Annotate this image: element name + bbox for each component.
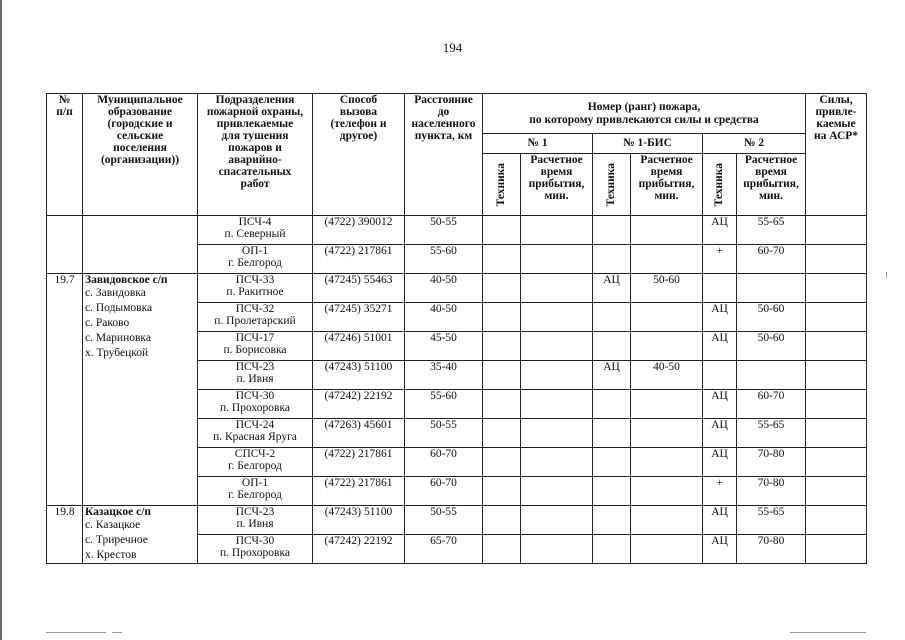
rank1bis-arrival-cell: 40-50	[631, 361, 703, 390]
rank1-equipment-cell	[483, 245, 521, 274]
distance-cell: 50-55	[405, 506, 483, 535]
rank1-arrival-cell	[521, 361, 593, 390]
forces-cell	[806, 448, 867, 477]
rank1bis-equipment-cell	[593, 506, 631, 535]
distance-cell: 55-60	[405, 245, 483, 274]
page-edge	[0, 0, 2, 640]
rank1-equipment-cell	[483, 477, 521, 506]
rank1bis-equipment-cell	[593, 419, 631, 448]
rank1bis-arrival-cell	[631, 216, 703, 245]
rank1-equipment-cell	[483, 274, 521, 303]
rank2-equipment-cell: АЦ	[703, 216, 737, 245]
rank1-equipment-cell	[483, 535, 521, 564]
group-number	[47, 216, 83, 274]
rank1bis-equipment-cell: АЦ	[593, 361, 631, 390]
rank1-equipment-cell	[483, 419, 521, 448]
header-rank-1bis: № 1-БИС	[593, 134, 703, 154]
header-arrival-1bis: Расчетное время прибытия, мин.	[631, 154, 703, 216]
footer-rule	[46, 632, 106, 633]
rank1-arrival-cell	[521, 390, 593, 419]
rank1-arrival-cell	[521, 274, 593, 303]
distance-cell: 55-60	[405, 390, 483, 419]
phone-cell: (47245) 35271	[313, 303, 405, 332]
rank1bis-arrival-cell	[631, 448, 703, 477]
unit-cell: ПСЧ-30 п. Прохоровка	[198, 390, 313, 419]
phone-cell: (47263) 45601	[313, 419, 405, 448]
rank1bis-arrival-cell	[631, 419, 703, 448]
scan-mark	[886, 272, 887, 278]
table-row	[47, 216, 867, 245]
rank1bis-arrival-cell	[631, 535, 703, 564]
rank1-equipment-cell	[483, 390, 521, 419]
header-rank-2: № 2	[703, 134, 806, 154]
distance-cell: 45-50	[405, 332, 483, 361]
distance-cell: 60-70	[405, 477, 483, 506]
rank2-equipment-cell: АЦ	[703, 506, 737, 535]
footer-rule	[790, 632, 866, 633]
municipality-name: Завидовское с/п	[85, 274, 168, 286]
rank1bis-arrival-cell	[631, 332, 703, 361]
rank1bis-equipment-cell	[593, 535, 631, 564]
group-number: 19.8	[47, 506, 83, 564]
fire-forces-table	[46, 93, 867, 564]
rank1-arrival-cell	[521, 419, 593, 448]
phone-cell: (47242) 22192	[313, 535, 405, 564]
phone-cell: (47242) 22192	[313, 390, 405, 419]
rank2-arrival-cell: 55-65	[737, 506, 806, 535]
forces-cell	[806, 535, 867, 564]
header-num: № п/п	[47, 94, 83, 216]
rank2-arrival-cell	[737, 274, 806, 303]
rank1-equipment-cell	[483, 216, 521, 245]
distance-cell: 60-70	[405, 448, 483, 477]
unit-cell: ПСЧ-30 п. Прохоровка	[198, 535, 313, 564]
phone-cell: (4722) 217861	[313, 448, 405, 477]
unit-cell: ПСЧ-33 п. Ракитное	[198, 274, 313, 303]
rank2-arrival-cell: 70-80	[737, 477, 806, 506]
rank2-equipment-cell	[703, 274, 737, 303]
phone-cell: (4722) 217861	[313, 477, 405, 506]
rank1-equipment-cell	[483, 303, 521, 332]
distance-cell: 40-50	[405, 274, 483, 303]
rank1bis-equipment-cell	[593, 303, 631, 332]
unit-cell: ПСЧ-23 п. Ивня	[198, 361, 313, 390]
rank2-arrival-cell: 60-70	[737, 245, 806, 274]
rank1-arrival-cell	[521, 448, 593, 477]
rank1bis-equipment-cell	[593, 216, 631, 245]
unit-cell: СПСЧ-2 г. Белгород	[198, 448, 313, 477]
rank2-arrival-cell	[737, 361, 806, 390]
rank2-equipment-cell: АЦ	[703, 303, 737, 332]
forces-cell	[806, 477, 867, 506]
rank1bis-equipment-cell	[593, 245, 631, 274]
header-rank-1: № 1	[483, 134, 593, 154]
header-equipment-1: Техника	[483, 154, 521, 216]
group-municipality	[83, 216, 198, 274]
rank1bis-arrival-cell: 50-60	[631, 274, 703, 303]
rank1-equipment-cell	[483, 361, 521, 390]
phone-cell: (4722) 390012	[313, 216, 405, 245]
rank1-equipment-cell	[483, 506, 521, 535]
distance-cell: 65-70	[405, 535, 483, 564]
rank1bis-arrival-cell	[631, 506, 703, 535]
rank2-arrival-cell: 50-60	[737, 332, 806, 361]
rank1-arrival-cell	[521, 477, 593, 506]
group-number: 19.7	[47, 274, 83, 506]
rank1-arrival-cell	[521, 303, 593, 332]
municipality-places: с. Завидовка с. Подымовка с. Раково с. Мариновка х. Трубецкой	[85, 287, 153, 359]
phone-cell: (47245) 55463	[313, 274, 405, 303]
forces-cell	[806, 303, 867, 332]
unit-cell: ПСЧ-32 п. Пролетарский	[198, 303, 313, 332]
rank1-arrival-cell	[521, 216, 593, 245]
phone-cell: (47243) 51100	[313, 506, 405, 535]
rank2-equipment-cell: +	[703, 477, 737, 506]
rank2-equipment-cell: АЦ	[703, 535, 737, 564]
forces-cell	[806, 361, 867, 390]
forces-cell	[806, 419, 867, 448]
footer-rule	[112, 632, 122, 633]
header-arrival-2: Расчетное время прибытия, мин.	[737, 154, 806, 216]
unit-cell: ОП-1 г. Белгород	[198, 477, 313, 506]
forces-cell	[806, 506, 867, 535]
group-municipality	[83, 506, 198, 564]
rank1bis-equipment-cell	[593, 477, 631, 506]
rank1-arrival-cell	[521, 535, 593, 564]
rank2-arrival-cell: 55-65	[737, 216, 806, 245]
forces-cell	[806, 332, 867, 361]
table-row	[47, 506, 867, 535]
forces-cell	[806, 274, 867, 303]
unit-cell: ПСЧ-17 п. Борисовка	[198, 332, 313, 361]
phone-cell: (47246) 51001	[313, 332, 405, 361]
group-municipality	[83, 274, 198, 506]
distance-cell: 40-50	[405, 303, 483, 332]
phone-cell: (4722) 217861	[313, 245, 405, 274]
rank1bis-arrival-cell	[631, 477, 703, 506]
rank2-equipment-cell: АЦ	[703, 332, 737, 361]
header-units: Подразделения пожарной охраны, привлекаемые для тушения пожаров и аварийно- спасательных работ	[198, 94, 313, 216]
distance-cell: 50-55	[405, 419, 483, 448]
header-equipment-1bis: Техника	[593, 154, 631, 216]
rank2-equipment-cell: АЦ	[703, 448, 737, 477]
rank1bis-equipment-cell	[593, 390, 631, 419]
rank2-arrival-cell: 70-80	[737, 448, 806, 477]
rank2-equipment-cell: АЦ	[703, 390, 737, 419]
rank1-equipment-cell	[483, 448, 521, 477]
unit-cell: ПСЧ-23 п. Ивня	[198, 506, 313, 535]
header-forces: Силы, привле- каемые на АСР*	[806, 94, 867, 216]
rank1bis-arrival-cell	[631, 303, 703, 332]
header-equipment-2: Техника	[703, 154, 737, 216]
header-arrival-1: Расчетное время прибытия, мин.	[521, 154, 593, 216]
rank1bis-equipment-cell: АЦ	[593, 274, 631, 303]
rank1bis-arrival-cell	[631, 390, 703, 419]
distance-cell: 35-40	[405, 361, 483, 390]
unit-cell: ПСЧ-4 п. Северный	[198, 216, 313, 245]
unit-cell: ОП-1 г. Белгород	[198, 245, 313, 274]
rank2-arrival-cell: 55-65	[737, 419, 806, 448]
phone-cell: (47243) 51100	[313, 361, 405, 390]
rank2-equipment-cell: +	[703, 245, 737, 274]
table-row	[47, 274, 867, 303]
unit-cell: ПСЧ-24 п. Красная Яруга	[198, 419, 313, 448]
distance-cell: 50-55	[405, 216, 483, 245]
header-municipal: Муниципальное образование (городские и сельские поселения (организации))	[83, 94, 198, 216]
page-number: 194	[442, 40, 463, 55]
forces-cell	[806, 390, 867, 419]
header-distance: Расстояние до населенного пункта, км	[405, 94, 483, 216]
rank1bis-equipment-cell	[593, 448, 631, 477]
forces-cell	[806, 245, 867, 274]
rank1bis-equipment-cell	[593, 332, 631, 361]
rank2-arrival-cell: 60-70	[737, 390, 806, 419]
rank1-arrival-cell	[521, 245, 593, 274]
rank1-arrival-cell	[521, 332, 593, 361]
header-fire-rank: Номер (ранг) пожара, по которому привлекаются силы и средства	[483, 94, 806, 134]
header-call-method: Способ вызова (телефон и другое)	[313, 94, 405, 216]
rank2-arrival-cell: 50-60	[737, 303, 806, 332]
rank1bis-arrival-cell	[631, 245, 703, 274]
rank2-equipment-cell	[703, 361, 737, 390]
rank2-equipment-cell: АЦ	[703, 419, 737, 448]
rank1-equipment-cell	[483, 332, 521, 361]
rank2-arrival-cell: 70-80	[737, 535, 806, 564]
rank1-arrival-cell	[521, 506, 593, 535]
municipality-places: с. Казацкое с. Триречное х. Крестов	[85, 519, 148, 561]
forces-cell	[806, 216, 867, 245]
municipality-name: Казацкое с/п	[85, 506, 152, 518]
